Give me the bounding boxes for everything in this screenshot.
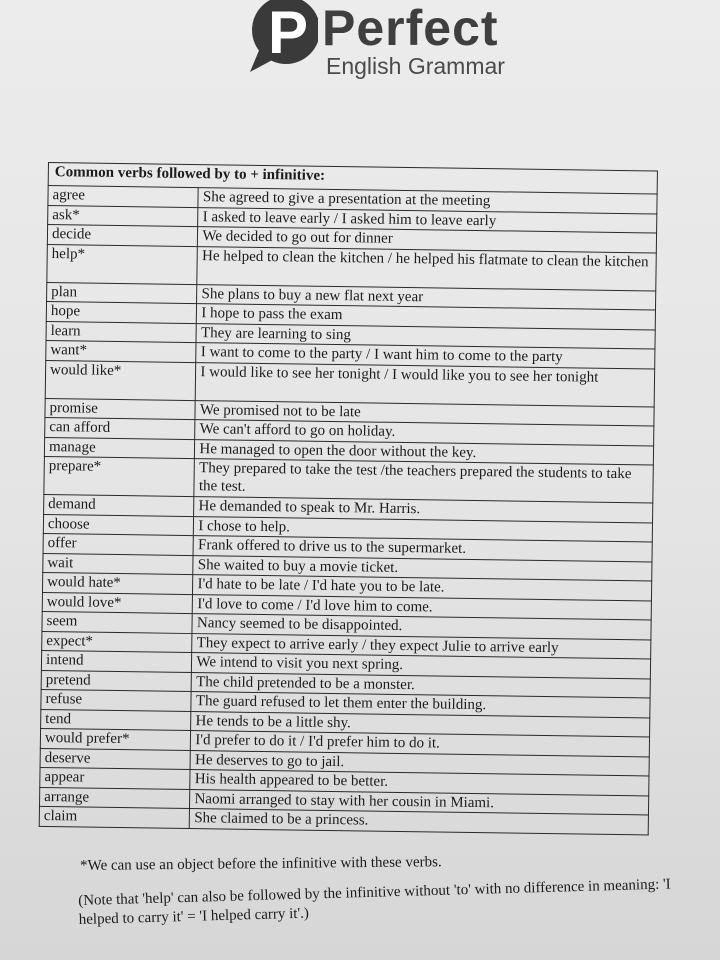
example-cell: She waited to buy a movie ticket. [193, 555, 652, 581]
verb-cell: would prefer* [40, 728, 191, 750]
example-cell: I'd hate to be late / I'd hate you to be late. [193, 575, 652, 601]
verb-cell: demand [44, 494, 195, 516]
example-cell: He tends to be a little shy. [191, 711, 650, 737]
example-cell: The child pretended to be a monster. [192, 672, 651, 698]
verb-cell: ask* [48, 205, 199, 227]
example-cell: They are learning to sing [196, 323, 655, 349]
verb-cell: wait [43, 553, 194, 575]
example-cell: We can't afford to go on holiday. [195, 420, 654, 446]
verb-cell: would love* [42, 592, 193, 614]
verb-cell: appear [40, 767, 191, 789]
verb-cell: hope [46, 301, 197, 323]
verb-cell: want* [46, 340, 197, 362]
help-note: (Note that 'help' can also be followed by the infinitive without 'to' with no difference in meaning: 'I helped to carry it' = 'I helped carry it'.) [78, 876, 671, 928]
example-cell: He helped to clean the kitchen / he helped his flatmate to clean the kitchen [197, 246, 656, 290]
verb-cell: would like* [45, 360, 196, 400]
example-cell: His health appeared to be better. [190, 770, 649, 796]
example-cell: We decided to go out for dinner [198, 227, 657, 253]
verb-cell: expect* [42, 631, 193, 653]
example-cell: I would like to see her tonight / I would like you to see her tonight [196, 362, 655, 406]
example-cell: I'd prefer to do it / I'd prefer him to do it. [191, 731, 650, 757]
verb-cell: plan [47, 282, 198, 304]
example-cell: I want to come to the party / I want him to come to the party [196, 343, 655, 369]
verb-table-container [39, 162, 670, 835]
example-cell: He managed to open the door without the key. [195, 439, 654, 465]
example-cell: Naomi arranged to stay with her cousin in Miami. [190, 789, 649, 815]
verb-cell: refuse [41, 689, 192, 711]
verb-cell: manage [44, 437, 195, 459]
verb-cell: arrange [40, 787, 191, 809]
verb-cell: can afford [45, 417, 196, 439]
example-cell: She plans to buy a new flat next year [197, 284, 656, 310]
table-heading: Common verbs followed by to + infinitive: [48, 163, 657, 195]
verb-table [39, 162, 658, 835]
verb-table-body [39, 186, 657, 835]
verb-cell: prepare* [44, 456, 195, 496]
example-cell: They prepared to take the test /the teachers prepared the students to take the test. [194, 459, 653, 503]
example-cell: I hope to pass the exam [197, 304, 656, 330]
verb-cell: pretend [41, 670, 192, 692]
example-cell: I asked to leave early / I asked him to leave early [198, 207, 657, 233]
example-cell: She agreed to give a presentation at the meeting [198, 188, 657, 214]
verb-cell: claim [39, 806, 190, 828]
example-cell: He demanded to speak to Mr. Harris. [194, 497, 653, 523]
logo-letter: P [267, 0, 309, 66]
verb-cell: agree [48, 186, 199, 208]
example-cell: I chose to help. [194, 516, 653, 542]
example-cell: Nancy seemed to be disappointed. [192, 614, 651, 640]
example-cell: They expect to arrive early / they expect Julie to arrive early [192, 633, 651, 659]
verb-cell: offer [43, 533, 194, 555]
example-cell: We promised not to be late [195, 400, 654, 426]
verb-cell: deserve [40, 748, 191, 770]
verb-cell: would hate* [42, 572, 193, 594]
example-cell: Frank offered to drive us to the supermarket. [193, 536, 652, 562]
example-cell: I'd love to come / I'd love him to come. [193, 594, 652, 620]
logo [246, 0, 566, 92]
asterisk-note: *We can use an object before the infinitive with these verbs. [80, 854, 442, 874]
example-cell: She claimed to be a princess. [190, 809, 649, 835]
example-cell: We intend to visit you next spring. [192, 653, 651, 679]
verb-cell: learn [46, 321, 197, 343]
verb-cell: intend [41, 650, 192, 672]
verb-cell: choose [43, 514, 194, 536]
verb-cell: tend [41, 709, 192, 731]
verb-cell: decide [47, 225, 198, 247]
verb-cell: help* [47, 244, 198, 284]
logo-title: Perfect [322, 0, 499, 56]
logo-subtitle: English Grammar [326, 53, 505, 79]
verb-cell: seem [42, 611, 193, 633]
example-cell: The guard refused to let them enter the building. [191, 692, 650, 718]
verb-cell: promise [45, 398, 196, 420]
example-cell: He deserves to go to jail. [190, 750, 649, 776]
